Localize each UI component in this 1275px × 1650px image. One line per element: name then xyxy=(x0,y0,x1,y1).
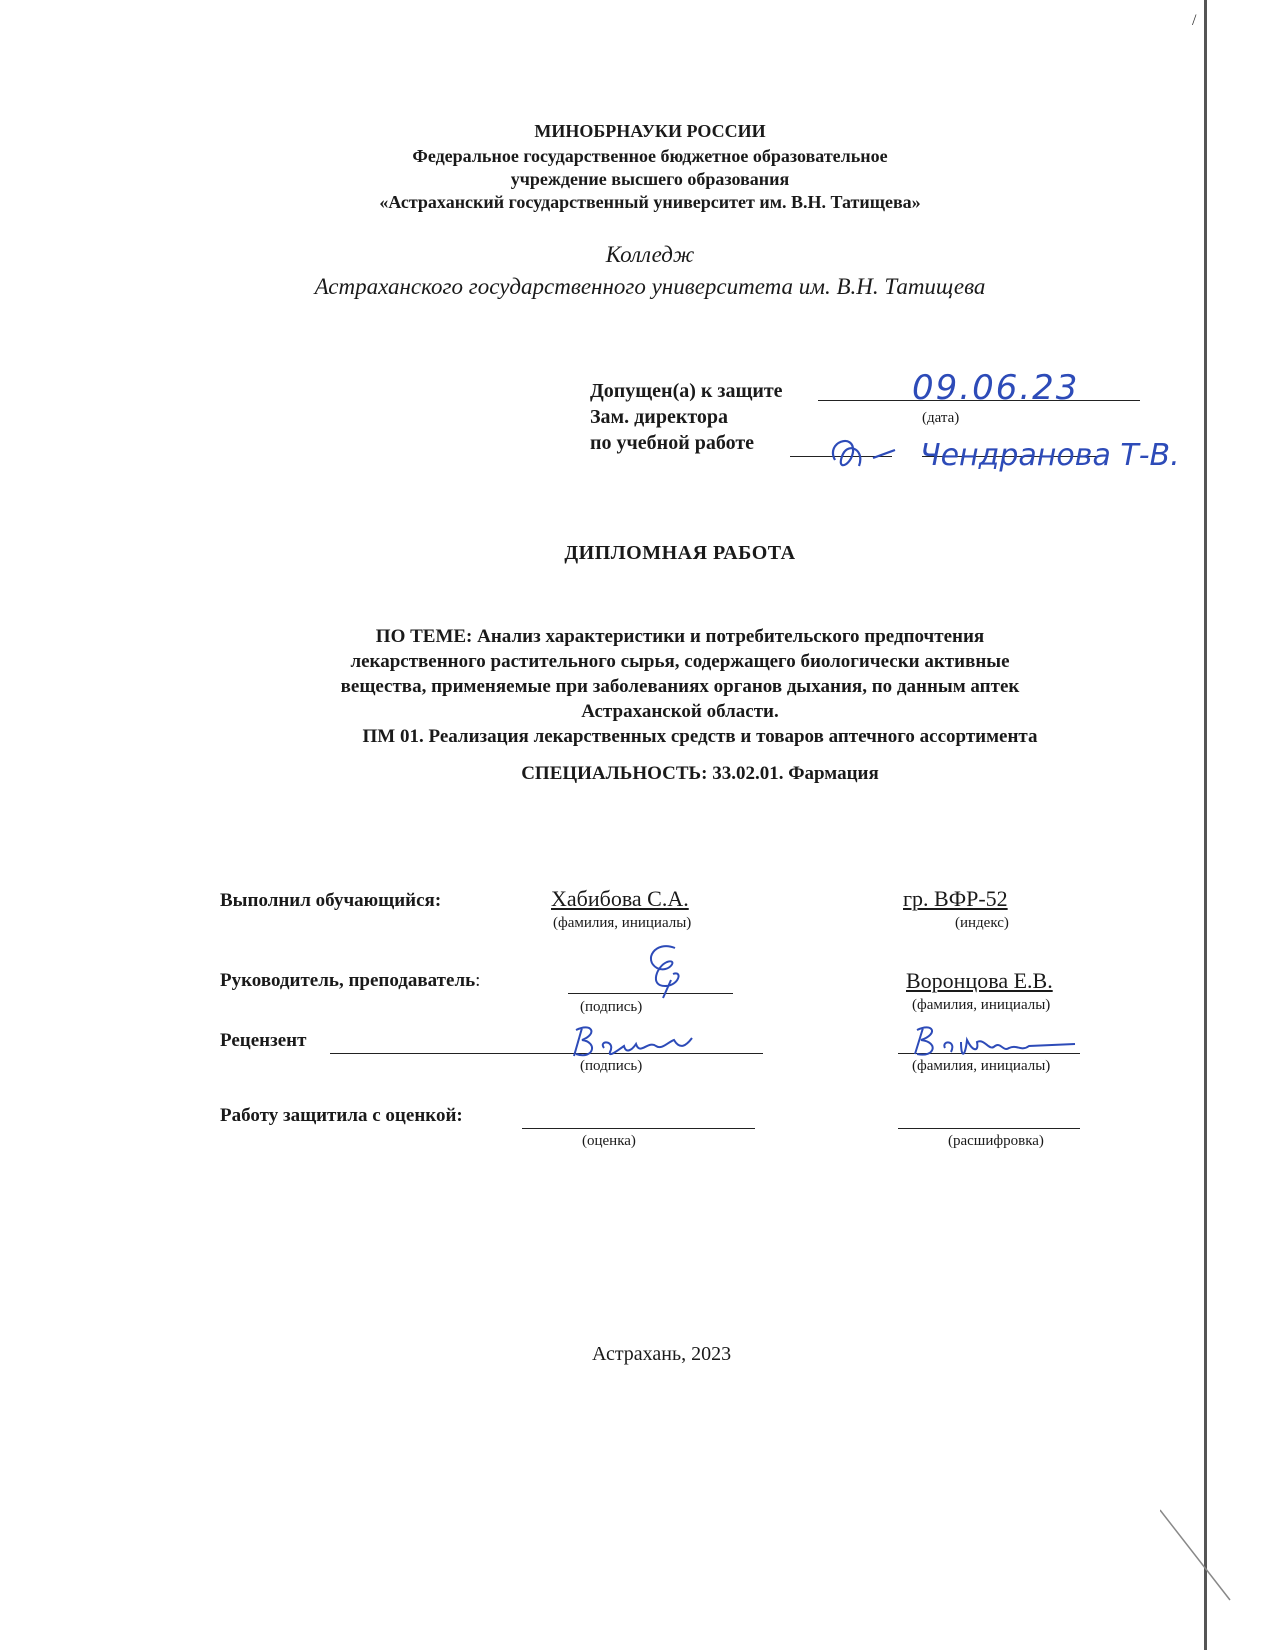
reviewer-name-caption: (фамилия, инициалы) xyxy=(912,1058,1051,1074)
city-year: Астрахань, 2023 xyxy=(592,1343,732,1365)
college-line-1: Колледж xyxy=(605,242,695,267)
supervisor-name: Воронцова Е.В. xyxy=(906,968,1053,993)
grade-caption: (оценка) xyxy=(582,1133,636,1149)
student-name: Хабибова С.А. xyxy=(551,886,689,911)
topic-line-1: ПО ТЕМЕ: Анализ характеристики и потребительского предпочтения xyxy=(375,626,985,647)
grade-line xyxy=(522,1128,755,1129)
grade-decode-line xyxy=(898,1128,1080,1129)
specialty: СПЕЦИАЛЬНОСТЬ: 33.02.01. Фармация xyxy=(521,763,879,784)
deputy-signature xyxy=(825,432,905,482)
supervisor-sign-caption: (подпись) xyxy=(580,999,643,1015)
student-group: гр. ВФР-52 xyxy=(903,886,1008,911)
reviewer-label: Рецензент xyxy=(220,1030,307,1051)
ministry-line: МИНОБРНАУКИ РОССИИ xyxy=(534,121,766,141)
reviewer-sign-caption: (подпись) xyxy=(580,1058,643,1074)
professional-module: ПМ 01. Реализация лекарственных средств и товаров аптечного ассортимента xyxy=(362,726,1038,747)
supervisor-label: Руководитель, преподаватель: xyxy=(220,970,481,991)
grade-label: Работу защитила с оценкой: xyxy=(220,1105,463,1126)
scan-speck: / xyxy=(1192,12,1197,29)
university-name: «Астраханский государственный университет им. В.Н. Татищева» xyxy=(379,192,921,212)
topic-line-4: Астраханской области. xyxy=(581,701,779,722)
topic-line-3: вещества, применяемые при заболеваниях органов дыхания, по данным аптек xyxy=(340,676,1020,697)
reviewer-name-handwritten xyxy=(905,1022,1085,1062)
document-title: ДИПЛОМНАЯ РАБОТА xyxy=(564,542,796,564)
topic-line-2: лекарственного растительного сырья, содержащего биологически активные xyxy=(350,651,1010,672)
handwritten-deputy-name: Чендранова Т-В. xyxy=(920,438,1180,473)
institution-line-1: Федеральное государственное бюджетное образовательное xyxy=(412,146,888,166)
supervisor-name-caption: (фамилия, инициалы) xyxy=(912,997,1051,1013)
scan-corner-artifact xyxy=(1160,1490,1240,1640)
handwritten-date: 09.06.23 xyxy=(912,368,1080,408)
deputy-line-2: по учебной работе xyxy=(590,432,755,454)
college-line-2: Астраханского государственного университета им. В.Н. Татищева xyxy=(314,274,986,299)
supervisor-signature xyxy=(635,940,695,1005)
student-name-caption: (фамилия, инициалы) xyxy=(553,915,692,931)
date-caption: (дата) xyxy=(922,410,960,426)
deputy-line-1: Зам. директора xyxy=(590,406,729,428)
admitted-label: Допущен(а) к защите xyxy=(590,380,783,402)
student-label: Выполнил обучающийся: xyxy=(220,890,442,911)
student-group-caption: (индекс) xyxy=(955,915,1009,931)
institution-line-2: учреждение высшего образования xyxy=(510,169,790,189)
grade-decode-caption: (расшифровка) xyxy=(948,1133,1044,1149)
